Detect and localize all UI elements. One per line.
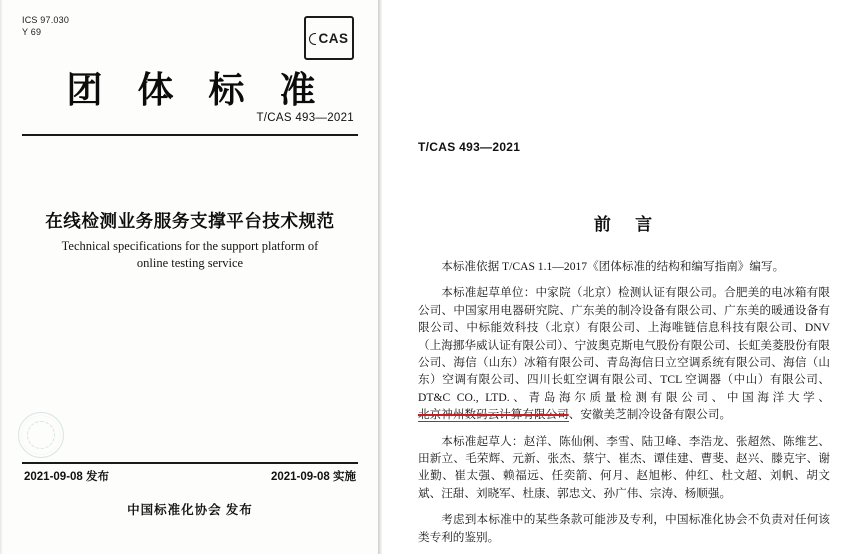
ics-line-2: Y 69 [22, 27, 42, 37]
cover-implementation-date: 2021-09-08 实施 [270, 471, 356, 483]
cover-bottom-rule [22, 462, 358, 464]
cover-standard-number: T/CAS 493—2021 [256, 112, 354, 124]
cover-publisher: 中国标准化协会 发布 [127, 503, 253, 517]
cas-logo-text: CAS [309, 31, 348, 46]
foreword-paragraph-2-text: 本标准起草单位：中家院（北京）检测认证有限公司。合肥美的电冰箱有限公司、中国家用电器研究院、广东美的制冷设备有限公司、广东美的暖通设备有限公司、中标能效科技（北京）有限公司、上海唯链信息科技有限公司、DNV（上海挪华威认证有限公司）、宁波奥克斯电气股份有限公司、长虹美菱股份有限公司、海信（山东）冰箱有限公司、青岛海信日立空调系统有限公司、海信（山东）空调有限公司、四川长虹空调有限公司、TCL 空调器（中山）有限公司、DT&C CO., LTD.、青岛海尔质量检测有限公司、中国海洋大学、北京神州数码云计算有限公司、安徽美芝制冷设备有限公司。 [418, 286, 830, 422]
cover-main-title: 团 体 标 准 [66, 70, 329, 110]
ics-line-1: ICS 97.030 [22, 15, 70, 25]
cover-issue-date: 2021-09-08 发布 [24, 471, 110, 483]
foreword-body [418, 258, 830, 555]
cover-document-title-en [40, 238, 340, 272]
foreword-paragraph-3: 本标准起草人：赵洋、陈仙俐、李雪、陆卫峰、李浩龙、张超然、陈维艺、田新立、毛荣辉、元新、张杰、蔡宁、崔杰、谭佳建、曹斐、赵兴、滕克宇、谢业勤、崔太强、赖福远、任奕箭、何月、赵旭彬、仲红、杜文超、刘帆、胡文斌、汪甜、刘晓军、杜康、郭忠文、孙广伟、宗涛、杨顺强。 [418, 434, 830, 500]
page-edge-shadow [0, 0, 3, 554]
foreword-paragraph-2 [418, 284, 830, 423]
foreword-page [382, 0, 862, 554]
foreword-heading: 前 言 [593, 215, 663, 234]
cover-document-title-en-line2: online testing service [136, 256, 244, 270]
cover-document-title-en-line1: Technical specifications for the support platform of [61, 239, 319, 253]
annotated-company-name: 北京神州数码云计算有限公司 [418, 408, 569, 422]
page-header-standard-number: T/CAS 493—2021 [418, 140, 521, 154]
cover-page [0, 0, 380, 554]
cover-top-rule [22, 134, 358, 136]
ics-classification [22, 14, 69, 38]
cover-document-title-cn: 在线检测业务服务支撑平台技术规范 [45, 211, 335, 231]
foreword-paragraph-1: 本标准依据 T/CAS 1.1—2017《团体标准的结构和编写指南》编写。 [441, 260, 785, 273]
watermark-seal-icon [18, 412, 64, 458]
foreword-paragraph-4: 考虑到本标准中的某些条款可能涉及专利，中国标准化协会不负责对任何该类专利的鉴别。 [418, 513, 830, 544]
cas-logo-icon [304, 16, 354, 60]
